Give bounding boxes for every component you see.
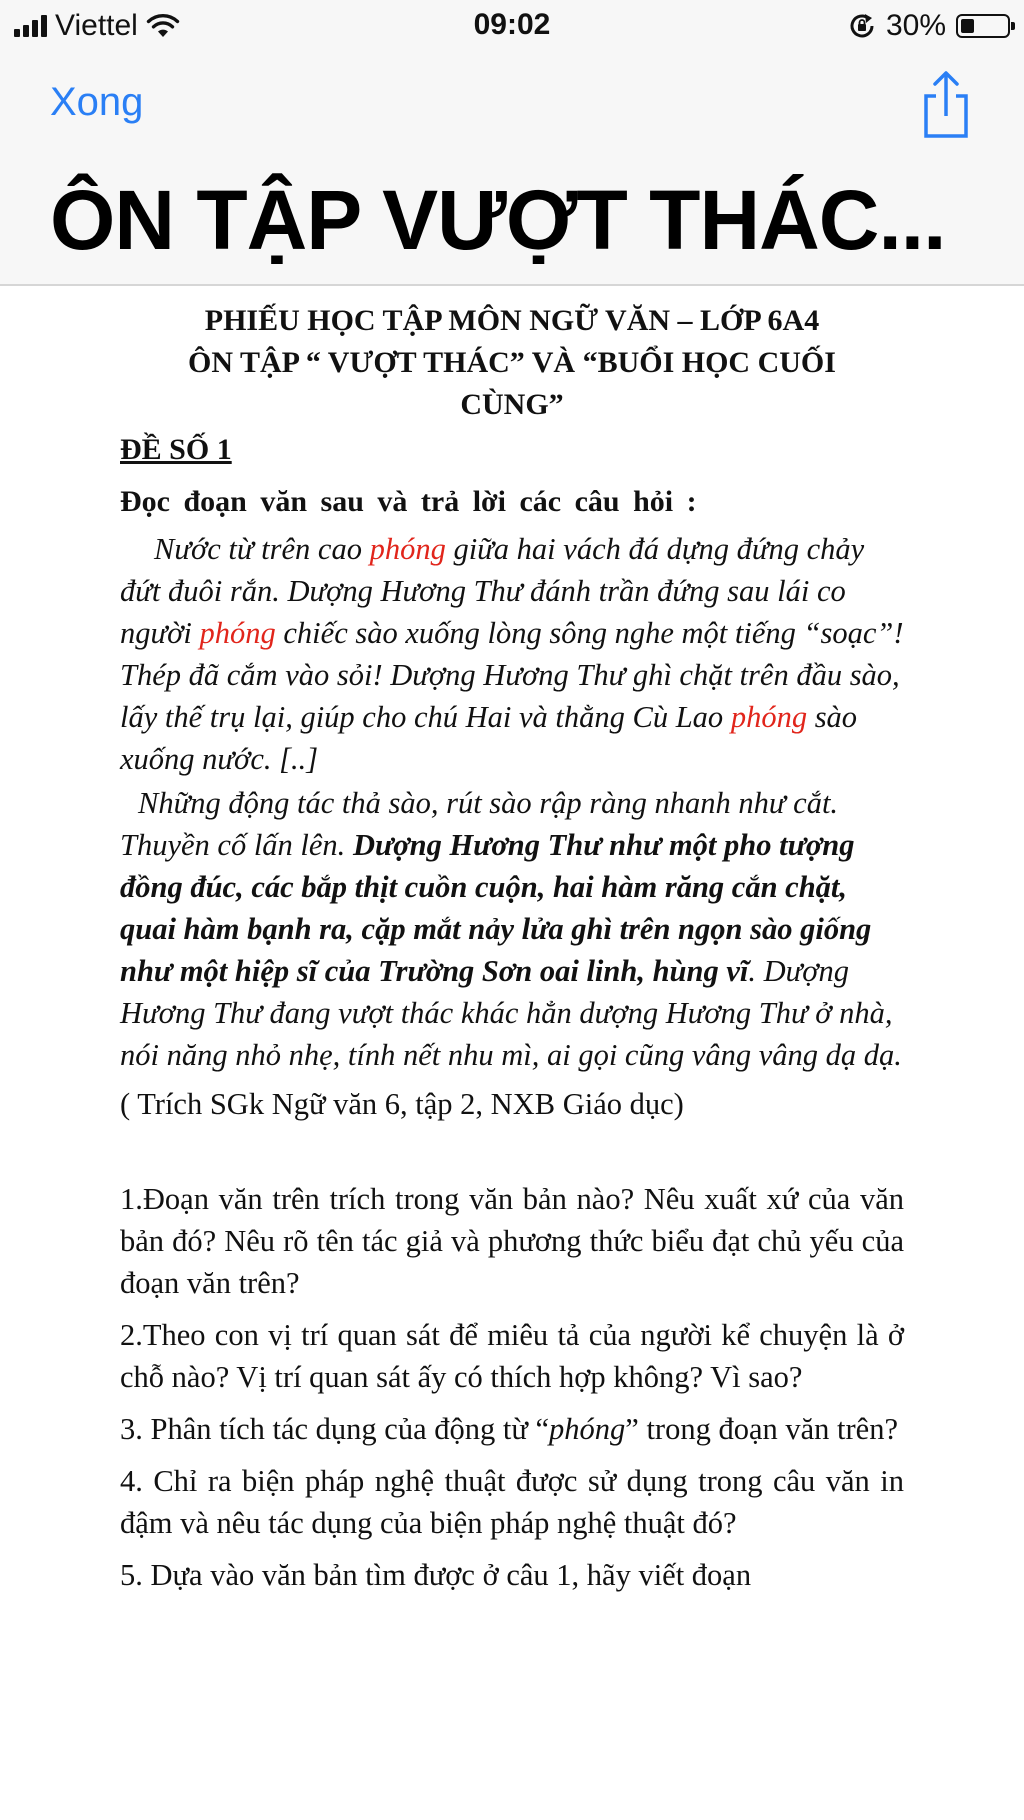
reading-passage [120,528,904,1076]
battery-icon [956,14,1010,38]
status-right [848,8,1010,44]
battery-fill [961,19,974,33]
source-citation: ( Trích SGk Ngữ văn 6, tập 2, NXB Giáo dục) [120,1087,684,1121]
status-bar [0,0,1024,52]
share-button[interactable] [916,68,976,142]
exam-label: ĐỀ SỐ 1 [120,433,232,466]
question-list [120,1178,904,1596]
page-title: ÔN TẬP VƯỢT THÁC... [50,173,946,267]
instruction: Đọc đoạn văn sau và trả lời các câu hỏi : [120,485,697,518]
doc-heading-line1: PHIẾU HỌC TẬP MÔN NGỮ VĂN – LỚP 6A4 [204,304,820,337]
document-view[interactable] [120,300,904,1606]
bold-sentence: Dượng Hương Thư như một pho tượng đồng đúc, các bắp thịt cuồn cuộn, hai hàm răng cắn chặt, quai hàm bạnh ra, cặp mắt nảy lửa ghì trên ngọn sào giống như một hiệp sĩ của Trường Sơn oai linh, hùng vĩ [120,828,872,988]
battery-percent: 30% [885,9,946,42]
highlighted-word: phóng [730,700,808,734]
doc-heading-line3: CÙNG” [460,388,564,421]
highlighted-word: phóng [369,532,446,566]
question-2: 2.Theo con vị trí quan sát để miêu tả của người kể chuyện là ở chỗ nào? Vị trí quan sát ấy có thích hợp không? Vì sao? [120,1318,904,1394]
question-4: 4. Chỉ ra biện pháp nghệ thuật được sử dụng trong câu văn in đậm và nêu tác dụng của biện pháp nghệ thuật đó? [120,1464,904,1540]
carrier-label: Viettel [55,9,138,42]
nav-header [0,52,1024,286]
question-5: 5. Dựa vào văn bản tìm được ở câu 1, hãy viết đoạn [120,1558,752,1592]
share-icon [916,68,976,142]
question-1: 1.Đoạn văn trên trích trong văn bản nào? Nêu xuất xứ của văn bản đó? Nêu rõ tên tác giả và phương thức biểu đạt chủ yếu của đoạn văn trên? [120,1182,904,1300]
orientation-lock-icon [848,12,876,40]
doc-heading-line2: ÔN TẬP “ VƯỢT THÁC” VÀ “BUỔI HỌC CUỐI [188,346,836,379]
question-3: 3. Phân tích tác dụng của động từ “phóng” trong đoạn văn trên? [120,1412,898,1446]
emphasized-word: phóng [549,1412,626,1446]
passage-paragraph-2: Những động tác thả sào, rút sào rập ràng nhanh như cắt. Thuyền cố lấn lên. Dượng Hương Thư như một pho tượng đồng đúc, các bắp thịt cuồn cuộn, hai hàm răng cắn chặt, quai hàm bạnh ra, cặp mắt nảy lửa ghì trên ngọn sào giống như một hiệp sĩ của Trường Sơn oai linh, hùng vĩ. Dượng Hương Thư đang vượt thác khác hẳn dượng Hương Thư ở nhà, nói năng nhỏ nhẹ, tính nết nhu mì, ai gọi cũng vâng vâng dạ dạ. [120,786,902,1072]
status-time: 09:02 [473,8,551,41]
done-button[interactable]: Xong [50,80,144,124]
passage-paragraph-1: Nước từ trên cao phóng giữa hai vách đá dựng đứng chảy đứt đuôi rắn. Dượng Hương Thư đánh trần đứng sau lái co người phóng chiếc sào xuống lòng sông nghe một tiếng “soạc”! Thép đã cắm vào sỏi! Dượng Hương Thư ghì chặt trên đầu sào, lấy thế trụ lại, giúp cho chú Hai và thằng Cù Lao phóng sào xuống nước. [..] [120,532,904,776]
highlighted-word: phóng [199,616,276,650]
